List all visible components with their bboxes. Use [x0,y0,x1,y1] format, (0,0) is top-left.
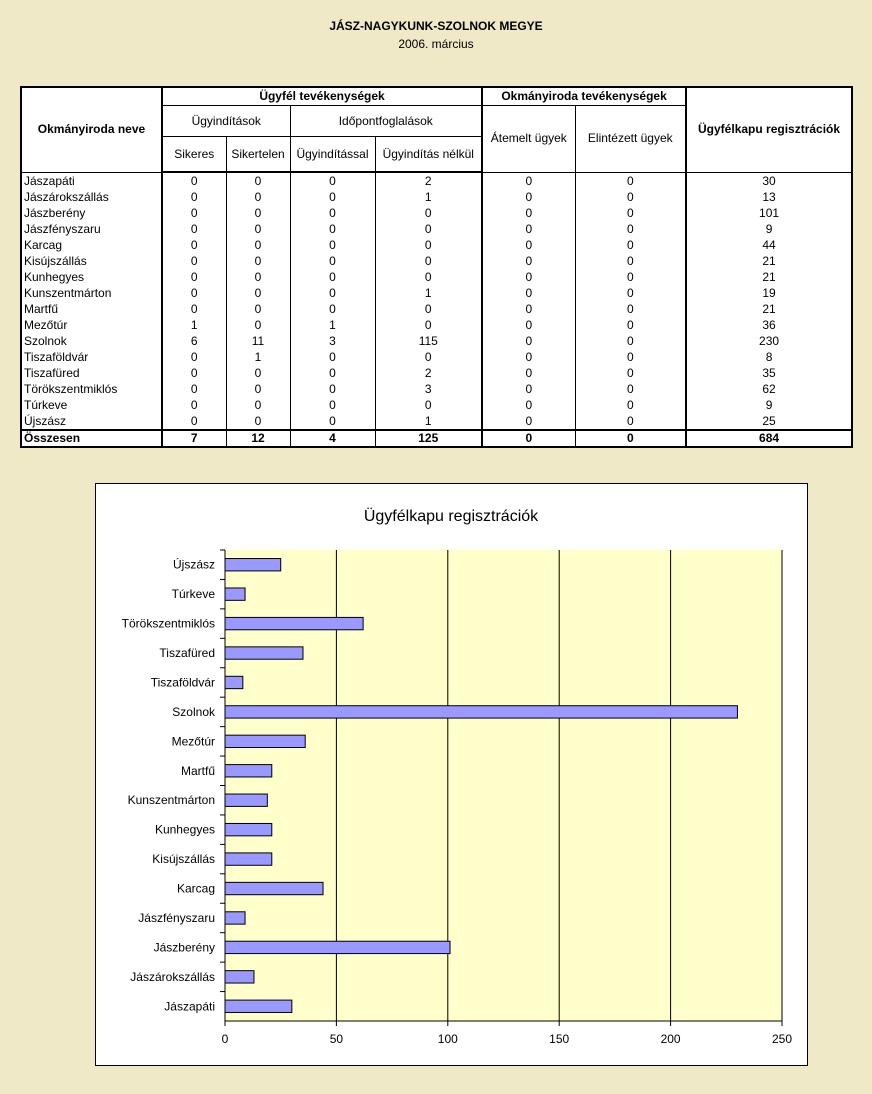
value-cell: 9 [686,397,852,413]
value-cell: 6 [162,333,226,349]
bar [225,588,245,600]
value-cell: 0 [575,285,686,301]
value-cell: 13 [686,189,852,205]
value-cell: 0 [290,381,375,397]
value-cell: 0 [575,189,686,205]
value-cell: 0 [482,237,575,253]
value-cell: 101 [686,205,852,221]
table-row [21,397,852,413]
header-completed: Elintézett ügyek [575,106,686,173]
office-name-cell: Tiszaföldvár [21,349,162,365]
value-cell: 0 [375,221,482,237]
x-tick-label: 0 [221,1032,229,1046]
total-cell: 12 [226,430,290,447]
value-cell: 1 [162,317,226,333]
document-title: JÁSZ-NAGYKUNK-SZOLNOK MEGYE [329,19,543,33]
value-cell: 0 [575,333,686,349]
value-cell: 0 [482,365,575,381]
value-cell: 0 [226,381,290,397]
table-row [21,333,852,349]
statistics-table [20,86,853,448]
x-tick-label: 150 [549,1032,570,1046]
value-cell: 0 [482,333,575,349]
value-cell: 0 [375,269,482,285]
bar [225,823,272,835]
value-cell: 0 [482,349,575,365]
value-cell: 0 [575,317,686,333]
value-cell: 0 [290,365,375,381]
office-name-cell: Túrkeve [21,397,162,413]
value-cell: 0 [162,269,226,285]
value-cell: 0 [575,349,686,365]
value-cell: 0 [290,285,375,301]
value-cell: 0 [162,413,226,430]
value-cell: 0 [226,285,290,301]
y-category-label: Jászberény [153,940,215,955]
value-cell: 62 [686,381,852,397]
y-category-label: Tiszaföldvár [150,675,215,690]
y-category-label: Jászapáti [164,999,215,1014]
bar [225,912,245,924]
bar [225,676,243,688]
value-cell: 8 [686,349,852,365]
value-cell: 0 [162,205,226,221]
table-row [21,189,852,205]
total-cell: 125 [375,430,482,447]
total-label: Összesen [21,430,162,447]
office-name-cell: Újszász [21,413,162,430]
value-cell: 3 [290,333,375,349]
value-cell: 0 [575,397,686,413]
value-cell: 0 [226,253,290,269]
y-category-label: Szolnok [172,704,215,719]
header-appointments: Időpontfoglalások [290,106,482,137]
y-category-label: Mezőtúr [171,734,215,749]
table-row [21,269,852,285]
value-cell: 0 [575,381,686,397]
y-category-label: Kisújszállás [152,852,215,867]
value-cell: 35 [686,365,852,381]
value-cell: 0 [290,301,375,317]
y-category-label: Törökszentmiklós [121,616,215,631]
value-cell: 0 [575,301,686,317]
value-cell: 0 [375,349,482,365]
value-cell: 230 [686,333,852,349]
header-registrations: Ügyfélkapu regisztrációk [686,87,852,172]
value-cell: 1 [375,285,482,301]
table-row [21,317,852,333]
bar [225,794,267,806]
value-cell: 1 [375,189,482,205]
value-cell: 0 [226,205,290,221]
value-cell: 2 [375,365,482,381]
value-cell: 0 [290,189,375,205]
value-cell: 0 [290,172,375,189]
value-cell: 0 [375,253,482,269]
value-cell: 0 [290,221,375,237]
y-category-label: Túrkeve [171,587,215,602]
office-name-cell: Kunszentmárton [21,285,162,301]
value-cell: 0 [375,237,482,253]
value-cell: 0 [290,253,375,269]
value-cell: 0 [162,172,226,189]
value-cell: 0 [290,413,375,430]
table-row [21,365,852,381]
total-cell: 7 [162,430,226,447]
value-cell: 0 [226,269,290,285]
table-row [21,413,852,430]
header-transferred: Átemelt ügyek [482,106,575,173]
office-name-cell: Mezőtúr [21,317,162,333]
total-cell: 4 [290,430,375,447]
bar [225,882,323,894]
header-successful: Sikeres [162,137,226,173]
header-office-name: Okmányiroda neve [21,87,162,172]
x-tick-label: 200 [660,1032,681,1046]
office-name-cell: Jászárokszállás [21,189,162,205]
office-name-cell: Jászapáti [21,172,162,189]
header-unsuccessful: Sikertelen [226,137,290,173]
header-without-case: Ügyindítás nélkül [375,137,482,173]
value-cell: 0 [482,413,575,430]
table-row [21,349,852,365]
office-name-cell: Jászberény [21,205,162,221]
table-row [21,301,852,317]
value-cell: 0 [482,172,575,189]
office-name-cell: Szolnok [21,333,162,349]
y-category-label: Kunhegyes [154,822,215,837]
value-cell: 0 [575,172,686,189]
value-cell: 0 [226,221,290,237]
value-cell: 0 [226,172,290,189]
table-row [21,381,852,397]
value-cell: 1 [290,317,375,333]
value-cell: 0 [575,413,686,430]
value-cell: 0 [226,237,290,253]
total-row [21,430,852,447]
office-name-cell: Martfű [21,301,162,317]
value-cell: 3 [375,381,482,397]
value-cell: 0 [375,397,482,413]
value-cell: 0 [290,269,375,285]
value-cell: 0 [375,317,482,333]
value-cell: 21 [686,269,852,285]
total-cell: 684 [686,430,852,447]
value-cell: 36 [686,317,852,333]
value-cell: 0 [290,237,375,253]
office-name-cell: Karcag [21,237,162,253]
document-subtitle: 2006. március [398,37,474,51]
value-cell: 0 [162,301,226,317]
y-category-label: Tiszafüred [159,646,215,661]
value-cell: 0 [226,317,290,333]
office-name-cell: Kunhegyes [21,269,162,285]
total-cell: 0 [575,430,686,447]
table-row [21,205,852,221]
value-cell: 30 [686,172,852,189]
value-cell: 21 [686,253,852,269]
bar [225,559,281,571]
value-cell: 0 [482,205,575,221]
value-cell: 0 [482,253,575,269]
table-row [21,285,852,301]
value-cell: 0 [290,349,375,365]
registrations-chart [95,483,808,1066]
value-cell: 0 [162,381,226,397]
bar [225,617,363,629]
value-cell: 0 [375,205,482,221]
value-cell: 2 [375,172,482,189]
value-cell: 0 [575,365,686,381]
value-cell: 0 [290,205,375,221]
value-cell: 0 [162,189,226,205]
bar [225,765,272,777]
value-cell: 44 [686,237,852,253]
value-cell: 115 [375,333,482,349]
bar [225,647,303,659]
value-cell: 0 [162,365,226,381]
x-tick-label: 100 [437,1032,458,1046]
value-cell: 0 [482,381,575,397]
header-with-case: Ügyindítással [290,137,375,173]
value-cell: 21 [686,301,852,317]
bar [225,971,254,983]
y-category-label: Jászárokszállás [130,969,215,984]
y-category-label: Kunszentmárton [127,793,215,808]
office-name-cell: Törökszentmiklós [21,381,162,397]
value-cell: 0 [226,301,290,317]
value-cell: 0 [575,221,686,237]
table-row [21,221,852,237]
header-client-activities: Ügyfél tevékenységek [162,87,482,106]
value-cell: 19 [686,285,852,301]
x-tick-label: 250 [771,1032,793,1046]
bar [225,1000,292,1012]
value-cell: 0 [162,285,226,301]
value-cell: 0 [575,205,686,221]
value-cell: 0 [226,189,290,205]
y-category-label: Jászfényszaru [138,910,215,925]
value-cell: 0 [226,413,290,430]
y-category-label: Karcag [176,881,215,896]
office-name-cell: Kisújszállás [21,253,162,269]
y-category-label: Újszász [172,557,215,572]
chart-title: Ügyfélkapu regisztrációk [363,508,539,525]
value-cell: 0 [575,237,686,253]
bar [225,706,737,718]
value-cell: 0 [162,221,226,237]
bar [225,853,272,865]
value-cell: 0 [482,221,575,237]
value-cell: 0 [290,397,375,413]
value-cell: 0 [226,397,290,413]
value-cell: 0 [375,301,482,317]
value-cell: 0 [482,269,575,285]
table-row [21,253,852,269]
total-cell: 0 [482,430,575,447]
office-name-cell: Jászfényszaru [21,221,162,237]
bar [225,735,305,747]
value-cell: 9 [686,221,852,237]
table-row [21,237,852,253]
value-cell: 0 [162,253,226,269]
value-cell: 0 [482,301,575,317]
value-cell: 0 [162,237,226,253]
value-cell: 1 [375,413,482,430]
value-cell: 0 [482,317,575,333]
value-cell: 0 [162,397,226,413]
value-cell: 0 [482,397,575,413]
value-cell: 0 [162,349,226,365]
table-row [21,172,852,189]
value-cell: 0 [482,189,575,205]
value-cell: 0 [575,269,686,285]
office-name-cell: Tiszafüred [21,365,162,381]
value-cell: 1 [226,349,290,365]
value-cell: 11 [226,333,290,349]
header-office-activities: Okmányiroda tevékenységek [482,87,686,106]
value-cell: 0 [226,365,290,381]
header-case-initiations: Ügyindítások [162,106,290,137]
y-category-label: Martfű [180,763,215,778]
bar [225,941,450,953]
value-cell: 25 [686,413,852,430]
x-tick-label: 50 [329,1032,344,1046]
chart-canvas [96,484,807,1065]
value-cell: 0 [575,253,686,269]
value-cell: 0 [482,285,575,301]
